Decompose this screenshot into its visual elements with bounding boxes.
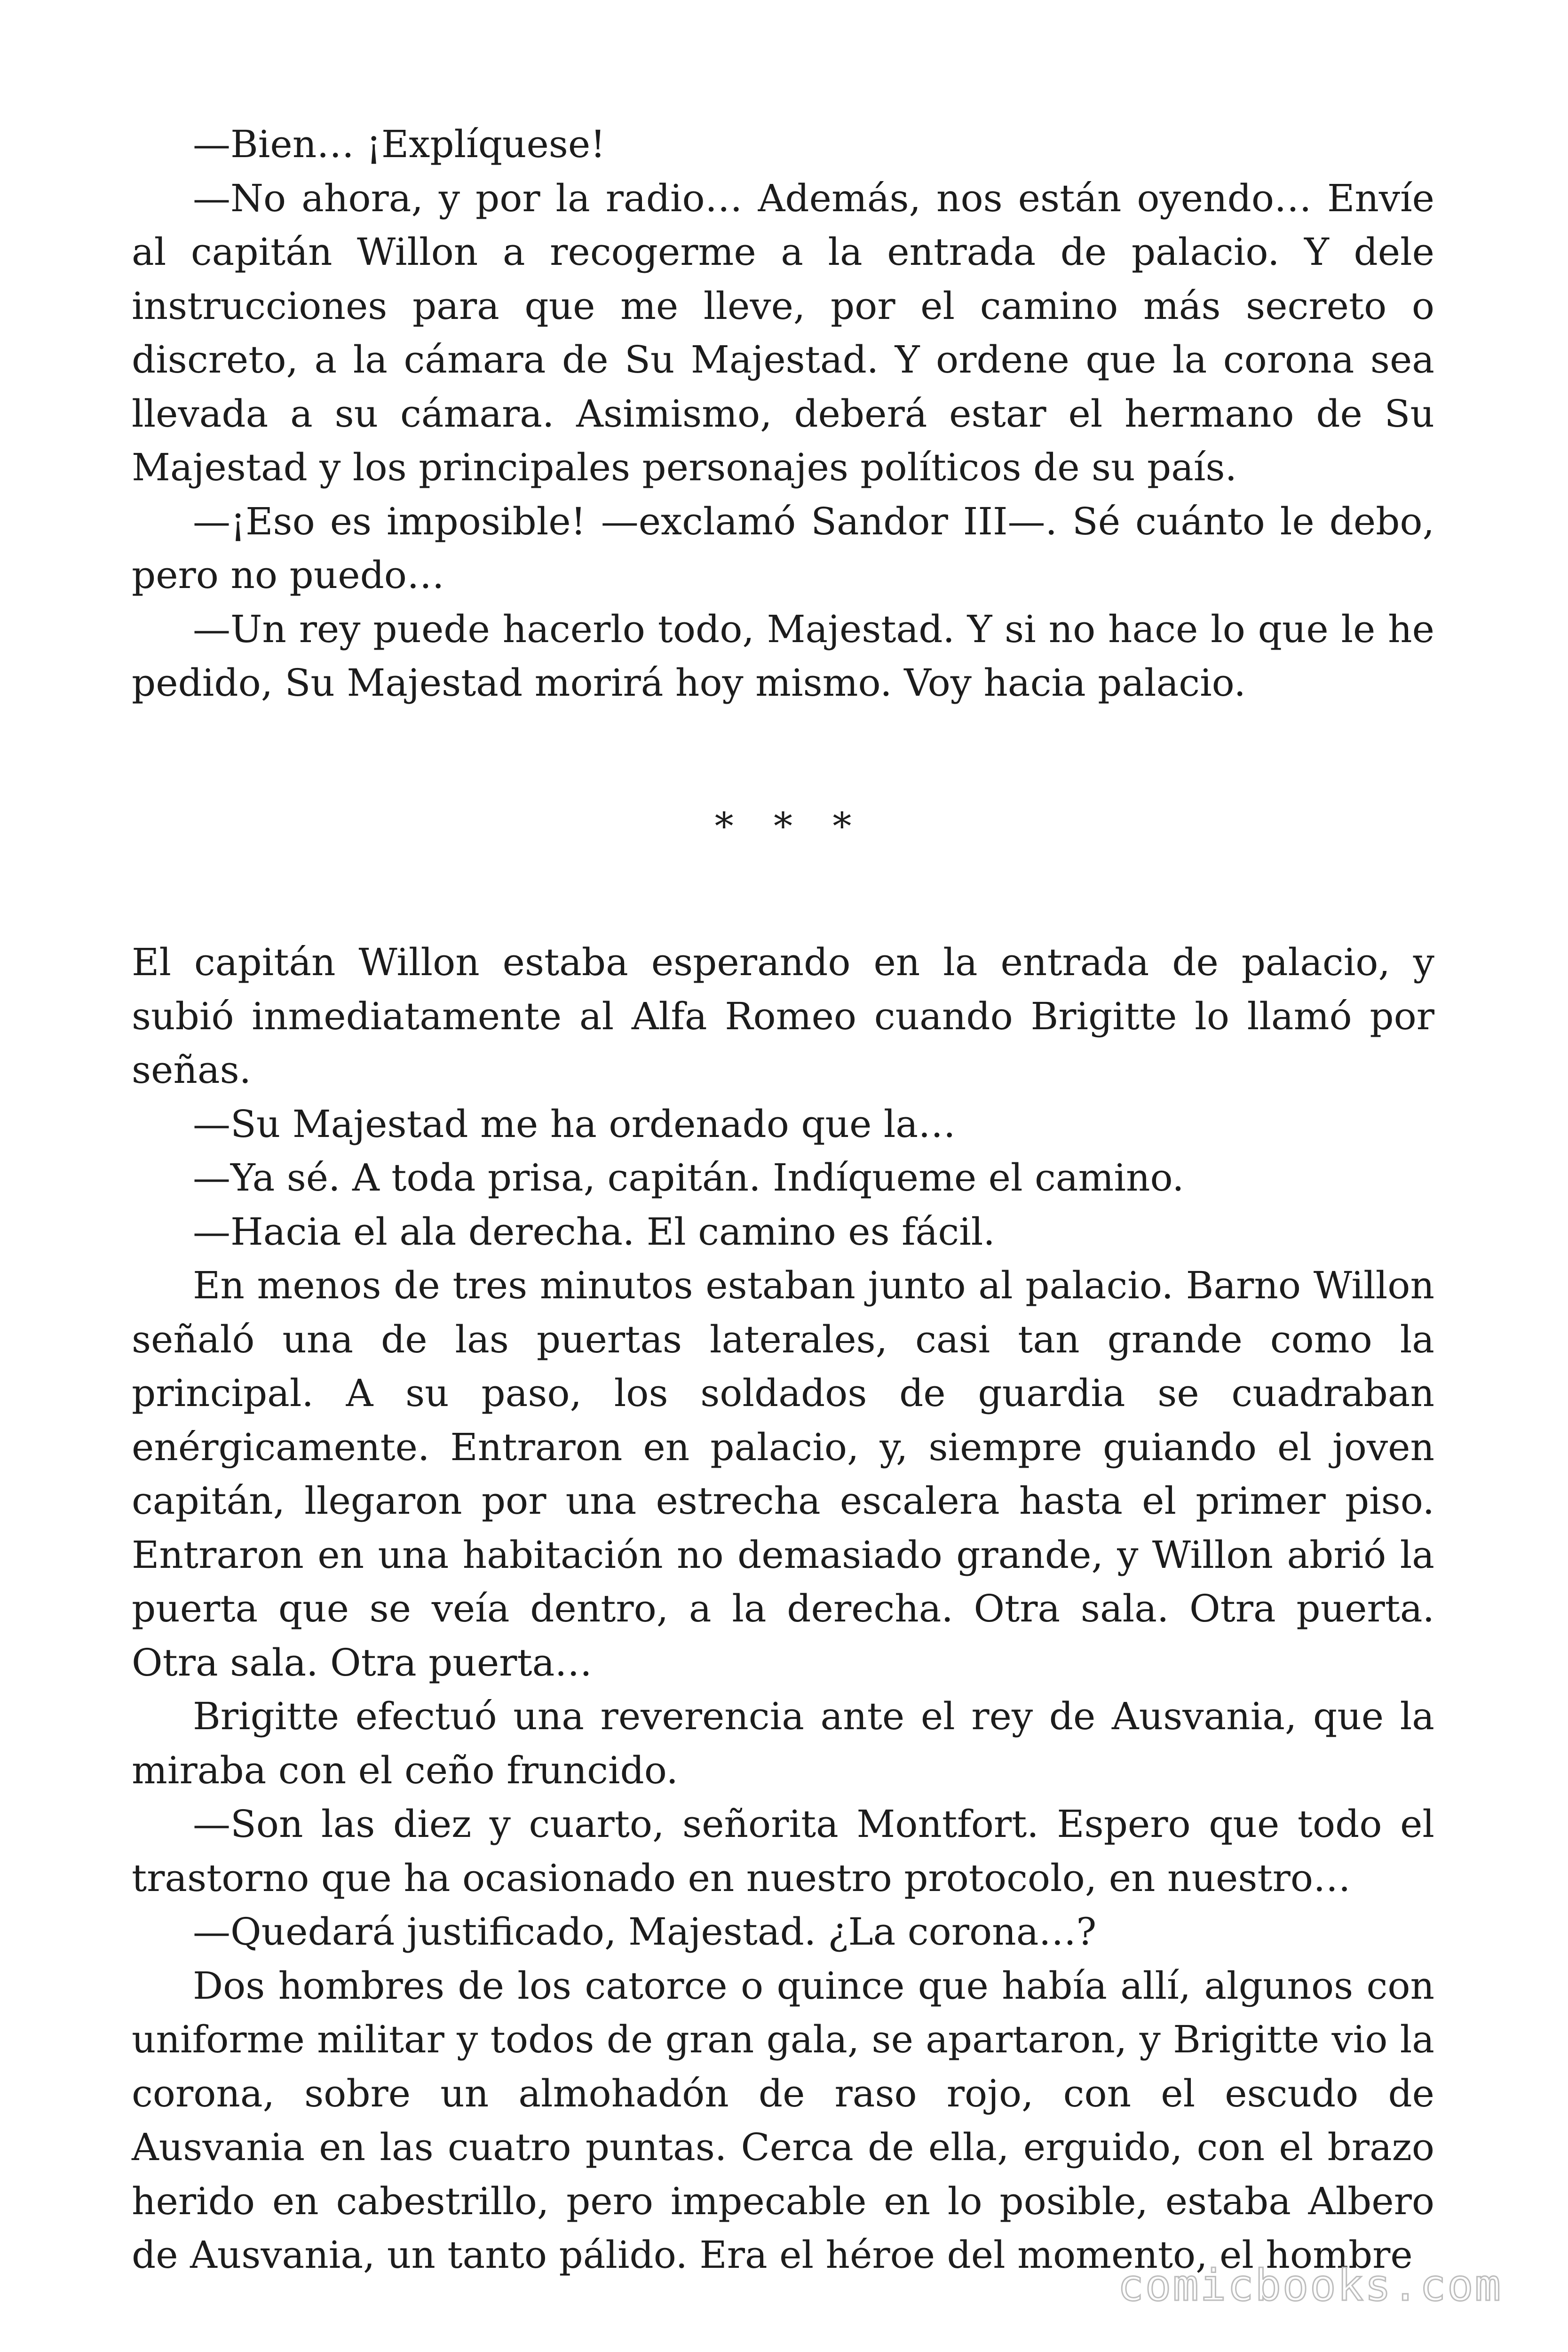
paragraph: Dos hombres de los catorce o quince que había allí, algunos con uniforme militar y todos de gran gala, se apartaron, y Brigitte vio la corona, sobre un almohadón de raso rojo, con el escudo de Ausvania en las cuatro puntas. Cerca de ella, erguido, con el brazo herido en cabestrillo, pero impecable en lo posible, estaba Albero de Ausvania, un tanto pálido. Era el héroe del momento, el hombre [132, 1963, 1434, 2277]
watermark: comicbooks.com [1117, 2260, 1502, 2311]
paragraph: —Hacia el ala derecha. El camino es fácil. [193, 1209, 995, 1254]
paragraph: —No ahora, y por la radio… Además, nos están oyendo… Envíe al capitán Willon a recogerme a la entrada de palacio. Y dele instrucciones para que me lleve, por el camino más secreto o discreto, a la cámara de Su Majestad. Y ordene que la corona sea llevada a su cámara. Asimismo, deberá estar el hermano de Su Majestad y los principales personajes políticos de su país. [132, 176, 1434, 489]
page-body [132, 118, 1434, 2282]
paragraph: —¡Eso es imposible! —exclamó Sandor III—. Sé cuánto le debo, pero no puedo… [132, 499, 1434, 597]
paragraph: —Un rey puede hacerlo todo, Majestad. Y si no hace lo que le he pedido, Su Majestad morirá hoy mismo. Voy hacia palacio. [132, 607, 1434, 705]
text-block-bottom [132, 936, 1434, 2282]
text-block-top [132, 118, 1434, 710]
paragraph: —Bien… ¡Explíquese! [193, 122, 606, 166]
section-break: * * * [714, 804, 866, 848]
paragraph: —Ya sé. A toda prisa, capitán. Indíqueme el camino. [193, 1156, 1184, 1200]
paragraph: —Son las diez y cuarto, señorita Montfort. Espero que todo el trastorno que ha ocasionado en nuestro protocolo, en nuestro… [132, 1802, 1434, 1900]
paragraph: Brigitte efectuó una reverencia ante el rey de Ausvania, que la miraba con el ceño fruncido. [132, 1694, 1434, 1792]
paragraph: —Su Majestad me ha ordenado que la… [193, 1102, 956, 1146]
paragraph: El capitán Willon estaba esperando en la entrada de palacio, y subió inmediatamente al Alfa Romeo cuando Brigitte lo llamó por señas. [132, 940, 1434, 1092]
paragraph: En menos de tres minutos estaban junto al palacio. Barno Willon señaló una de las puertas laterales, casi tan grande como la principal. A su paso, los soldados de guardia se cuadraban enérgicamente. Entraron en palacio, y, siempre guiando el joven capitán, llegaron por una estrecha escalera hasta el primer piso. Entraron en una habitación no demasiado grande, y Willon abrió la puerta que se veía dentro, a la derecha. Otra sala. Otra puerta. Otra sala. Otra puerta… [132, 1263, 1434, 1685]
paragraph: —Quedará justificado, Majestad. ¿La corona…? [193, 1910, 1097, 1954]
